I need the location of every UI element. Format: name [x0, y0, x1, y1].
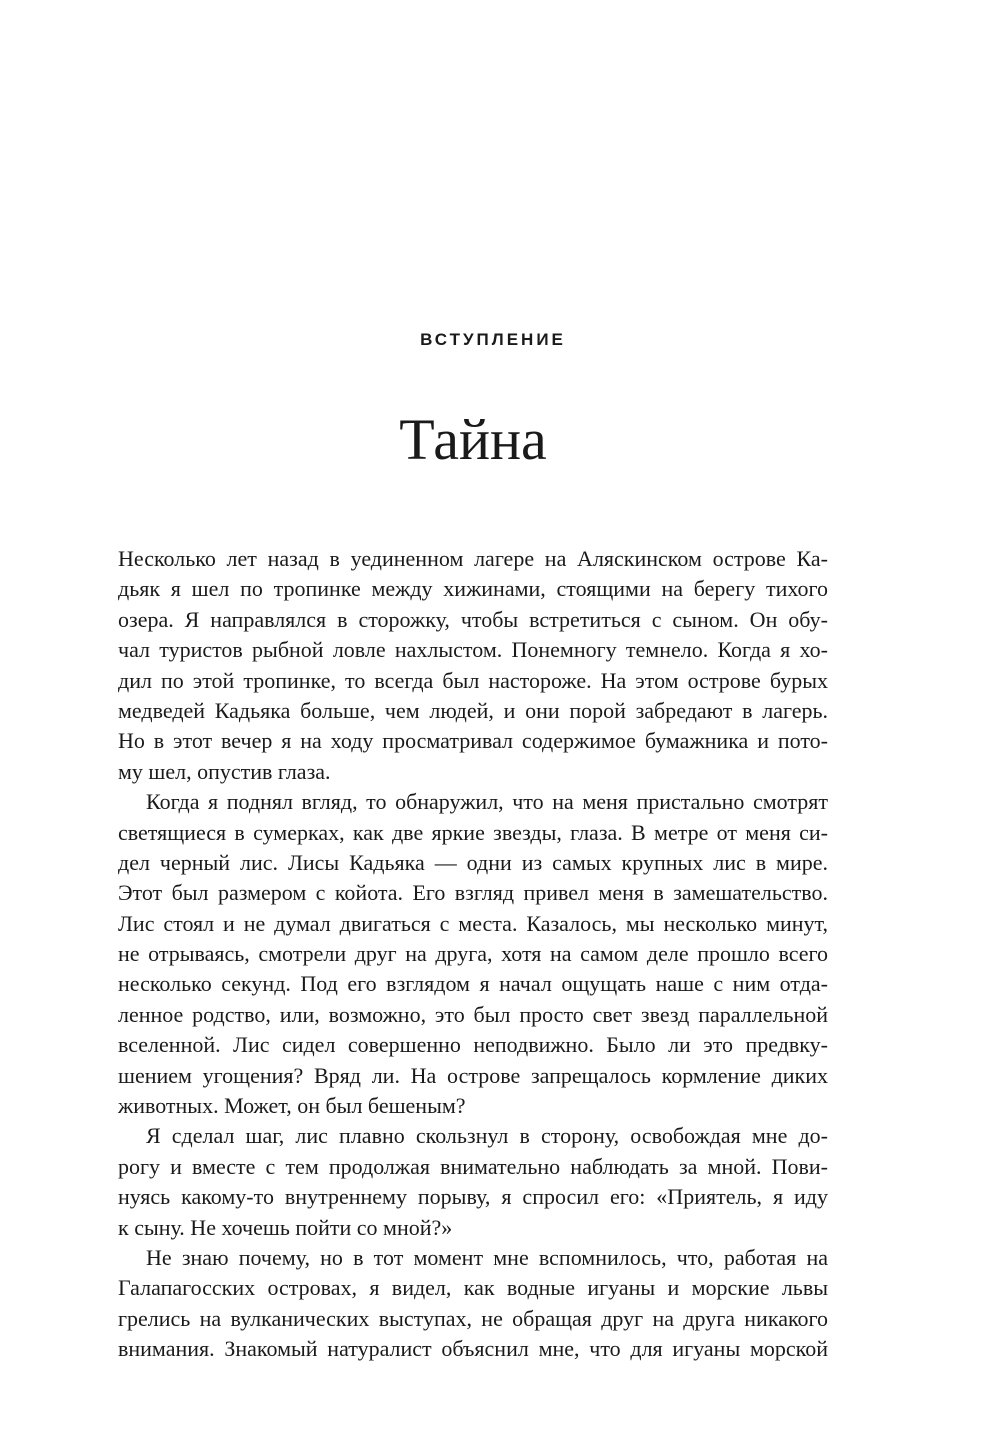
text-line: Галапагосских островах, я видел, как водные игуаны и морские львы [118, 1275, 828, 1301]
text-line: Этот был размером с койота. Его взгляд привел меня в замешательство. [118, 880, 828, 906]
text-line: Несколько лет назад в уединенном лагере на Аляскинском острове Ка- [118, 546, 828, 571]
text-line: не отрываясь, смотрели друг на друга, хотя на самом деле прошло всего [118, 941, 828, 967]
text-line: Я сделал шаг, лис плавно скользнул в сторону, освобождая мне до- [146, 1123, 828, 1149]
chapter-title: Тайна [399, 407, 547, 472]
text-line: к сыну. Не хочешь пойти со мной?» [118, 1214, 453, 1240]
text-line: чал туристов рыбной ловле нахлыстом. Понемногу темнело. Когда я хо- [118, 637, 828, 663]
paragraph [118, 787, 828, 1121]
text-line: нуясь какому-то внутреннему порыву, я спросил его: «Приятель, я иду [118, 1184, 828, 1210]
body-text [118, 544, 828, 1365]
text-line: му шел, опустив глаза. [118, 758, 331, 784]
text-line: вселенной. Лис сидел совершенно неподвижно. Было ли это предвку- [118, 1032, 828, 1058]
text-line: дил по этой тропинке, то всегда был настороже. На этом острове бурых [118, 667, 828, 693]
paragraph [118, 544, 828, 787]
text-line: внимания. Знакомый натуралист объяснил мне, что для игуаны морской [118, 1336, 828, 1362]
text-line: Лис стоял и не думал двигаться с места. Казалось, мы несколько минут, [118, 910, 828, 936]
text-line: шением угощения? Вряд ли. На острове запрещалось кормление диких [118, 1062, 828, 1088]
paragraph [118, 1243, 828, 1365]
text-line: ленное родство, или, возможно, это был просто свет звезд параллельной [118, 1001, 828, 1027]
text-line: несколько секунд. Под его взглядом я начал ощущать наше с ним отда- [118, 971, 828, 997]
paragraph [118, 1121, 828, 1243]
text-line: медведей Кадьяка больше, чем людей, и они порой забредают в лагерь. [118, 697, 828, 723]
text-line: Но в этот вечер я на ходу просматривал содержимое бумажника и пото- [118, 728, 828, 754]
text-line: озера. Я направлялся в сторожку, чтобы встретиться с сыном. Он обу- [118, 606, 828, 632]
text-line: дьяк я шел по тропинке между хижинами, стоящими на берегу тихого [118, 576, 828, 602]
text-line: Когда я поднял вгляд, то обнаружил, что на меня пристально смотрят [146, 789, 828, 815]
section-label: ВСТУПЛЕНИЕ [420, 330, 566, 349]
text-line: животных. Может, он был бешеным? [118, 1093, 466, 1119]
text-line: дел черный лис. Лисы Кадьяка — одни из самых крупных лис в мире. [118, 849, 828, 875]
text-line: светящиеся в сумерках, как две яркие звезды, глаза. В метре от меня си- [118, 819, 828, 845]
text-line: грелись на вулканических выступах, не обращая друг на друга никакого [118, 1305, 828, 1331]
text-line: Не знаю почему, но в тот момент мне вспомнилось, что, работая на [146, 1244, 828, 1270]
text-line: рогу и вместе с тем продолжая внимательно наблюдать за мной. Пови- [118, 1153, 828, 1179]
